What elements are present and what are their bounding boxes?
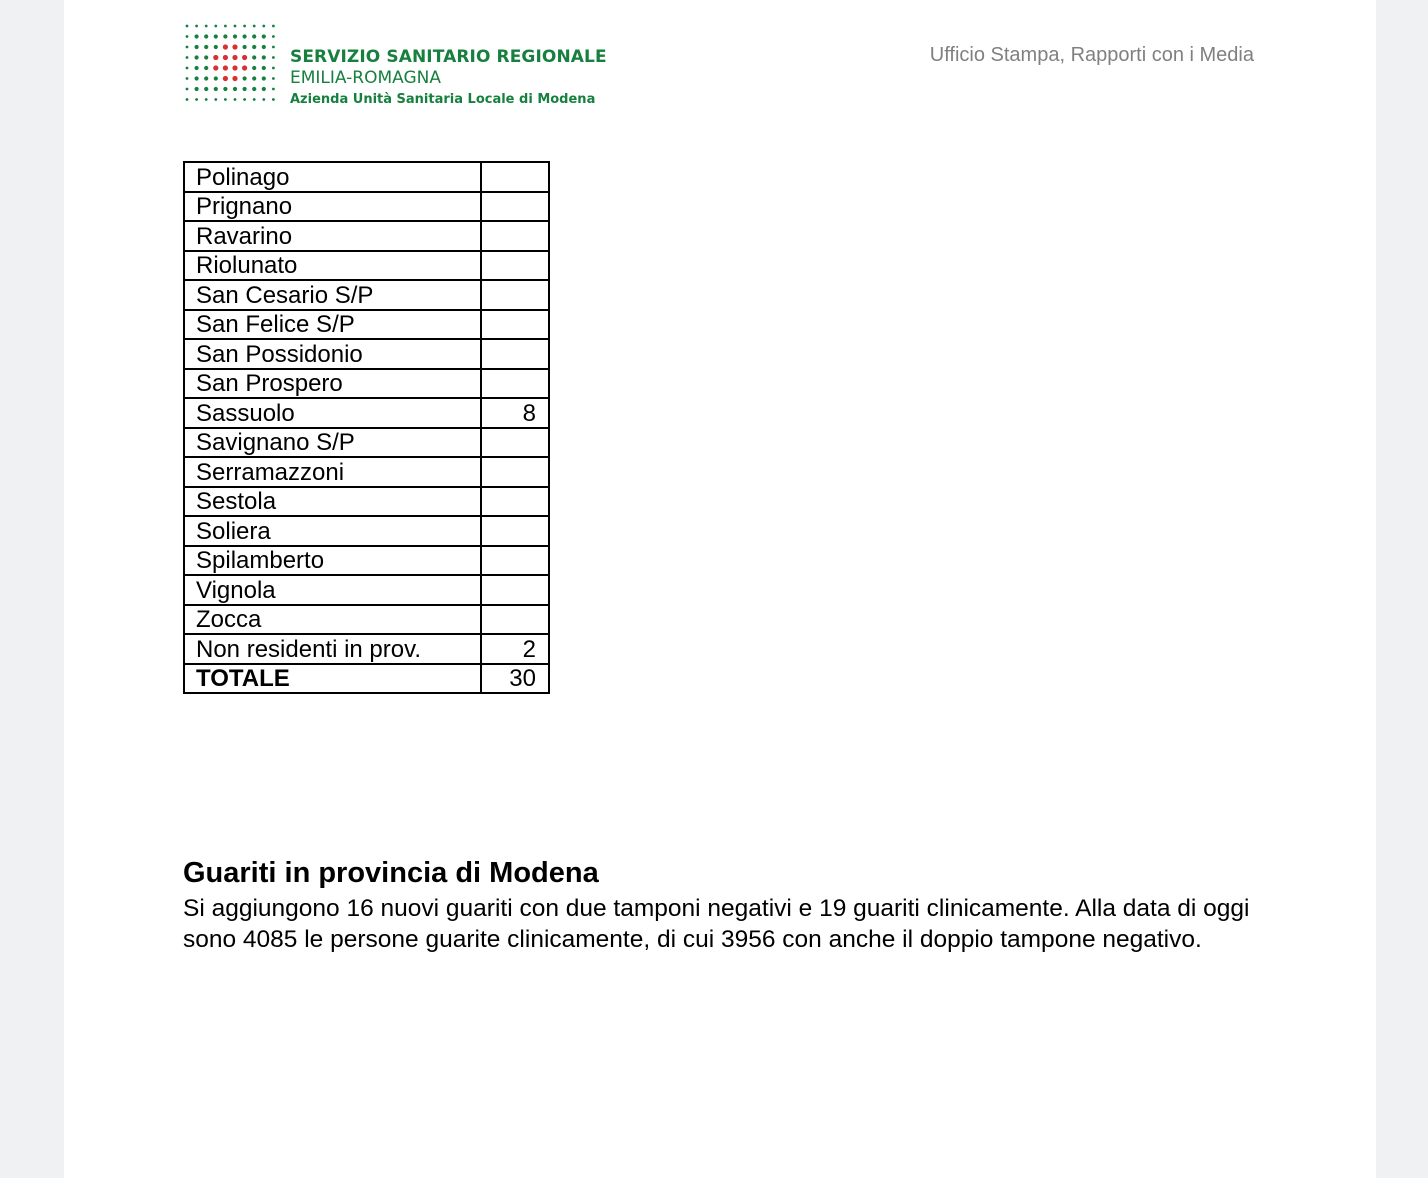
case-count [481,162,549,192]
logo-dot [253,25,256,28]
logo-dot [195,76,199,80]
logo-dot [252,34,256,38]
case-count [481,575,549,605]
logo-dot [195,87,199,91]
logo-dot [252,66,256,70]
logo-dot [252,55,256,59]
municipality-name: Ravarino [184,221,481,251]
table-row [184,221,549,251]
logo-dot [272,35,275,38]
table-row [184,487,549,517]
municipality-name: Zocca [184,605,481,635]
table-row [184,339,549,369]
logo-dot [243,45,247,49]
table-row [184,398,549,428]
logo-dot [204,66,208,70]
total-value: 30 [481,664,549,694]
municipality-name: Savignano S/P [184,428,481,458]
case-count [481,516,549,546]
logo-dot [213,55,218,60]
logo-dot-grid [183,22,279,106]
table-row [184,162,549,192]
logo-dot [214,25,217,28]
municipality-name: San Cesario S/P [184,280,481,310]
logo-dot [223,55,228,60]
logo-dot [243,76,247,80]
case-count [481,457,549,487]
logo-dot [234,98,237,101]
logo-dot [186,98,189,101]
logo-dot [233,87,237,91]
logo-dot [214,76,218,80]
logo-line-1: SERVIZIO SANITARIO REGIONALE [290,47,607,67]
logo-dot [262,98,265,101]
logo-dot [233,34,237,38]
logo-dot [223,34,227,38]
municipality-name: San Felice S/P [184,310,481,340]
logo-dot [186,56,189,59]
logo-dot [243,87,247,91]
logo-dot [262,45,266,49]
municipality-name: Non residenti in prov. [184,634,481,664]
case-count: 2 [481,634,549,664]
table-row [184,428,549,458]
logo-dot [186,88,189,91]
document-page [64,0,1376,1178]
case-count [481,310,549,340]
logo-dot [252,87,256,91]
logo-dot [224,98,227,101]
case-count [481,339,549,369]
table-row [184,251,549,281]
logo-dot [205,98,208,101]
municipality-name: San Prospero [184,369,481,399]
municipality-table [183,161,550,694]
table-row [184,192,549,222]
municipality-name: Prignano [184,192,481,222]
logo-dot [242,65,247,70]
municipality-name: Riolunato [184,251,481,281]
case-count [481,369,549,399]
logo-dot [252,45,256,49]
logo-dot [204,45,208,49]
logo-dot [214,87,218,91]
logo-dot [243,98,246,101]
logo-dot [232,55,237,60]
logo-dot [242,55,247,60]
logo-dot [213,65,218,70]
case-count [481,605,549,635]
case-count [481,487,549,517]
section-title: Guariti in provincia di Modena [183,857,599,889]
logo-dot [195,25,198,28]
table-row [184,280,549,310]
municipality-name: Vignola [184,575,481,605]
logo-dot [243,25,246,28]
table-row [184,575,549,605]
logo-dot [253,98,256,101]
logo-dot [195,34,199,38]
logo-dot [186,46,189,49]
table-row [184,369,549,399]
municipality-name: Spilamberto [184,546,481,576]
logo-dot [186,35,189,38]
logo-dot [195,55,199,59]
case-count [481,428,549,458]
logo-dot [204,34,208,38]
municipality-name: San Possidonio [184,339,481,369]
logo-dot [205,25,208,28]
total-row [184,664,549,694]
table-row [184,546,549,576]
logo-line-2: EMILIA-ROMAGNA [290,68,442,88]
table-row [184,605,549,635]
logo-dot [214,34,218,38]
logo-dot [272,46,275,49]
logo-dot [234,25,237,28]
logo-dot [262,55,266,59]
logo-dot [214,45,218,49]
logo-dot [272,98,275,101]
logo-dot [195,98,198,101]
logo [183,20,623,110]
case-count [481,280,549,310]
logo-dot [204,55,208,59]
logo-dot [243,34,247,38]
logo-dot [272,67,275,70]
case-count [481,192,549,222]
logo-dot [223,76,228,81]
logo-dot [262,76,266,80]
logo-dot [272,25,275,28]
logo-text [290,47,607,110]
table-row [184,457,549,487]
logo-dot [195,45,199,49]
logo-dot [272,56,275,59]
case-count: 8 [481,398,549,428]
section-body: Si aggiungono 16 nuovi guariti con due tamponi negativi e 19 guariti clinicamente. Alla data di oggi sono 4085 le persone guarite clinicamente, di cui 3956 con anche il doppio tampone negativo. [183,895,1250,953]
logo-dot [195,66,199,70]
case-count [481,221,549,251]
case-count [481,546,549,576]
logo-dot [223,44,228,49]
table-row [184,634,549,664]
municipality-name: Sassuolo [184,398,481,428]
case-count [481,251,549,281]
municipality-name: Sestola [184,487,481,517]
logo-dot [232,44,237,49]
logo-dot [204,87,208,91]
logo-dot [272,77,275,80]
logo-dot [262,87,266,91]
logo-dot [252,76,256,80]
logo-dot [232,65,237,70]
logo-dot [186,77,189,80]
logo-dot [186,25,189,28]
table-row [184,516,549,546]
logo-dot [223,87,227,91]
logo-dot [223,65,228,70]
logo-line-3: Azienda Unità Sanitaria Locale di Modena [290,92,596,107]
logo-dot [204,76,208,80]
total-label: TOTALE [184,664,481,694]
logo-dot [272,88,275,91]
logo-dot [214,98,217,101]
municipality-name: Soliera [184,516,481,546]
logo-dot [262,25,265,28]
logo-dot [224,25,227,28]
press-office-label: Ufficio Stampa, Rapporti con i Media [929,44,1254,66]
logo-dot [186,67,189,70]
municipality-name: Polinago [184,162,481,192]
logo-dot [262,66,266,70]
logo-dot [232,76,237,81]
table-row [184,310,549,340]
municipality-name: Serramazzoni [184,457,481,487]
logo-dot [262,34,266,38]
